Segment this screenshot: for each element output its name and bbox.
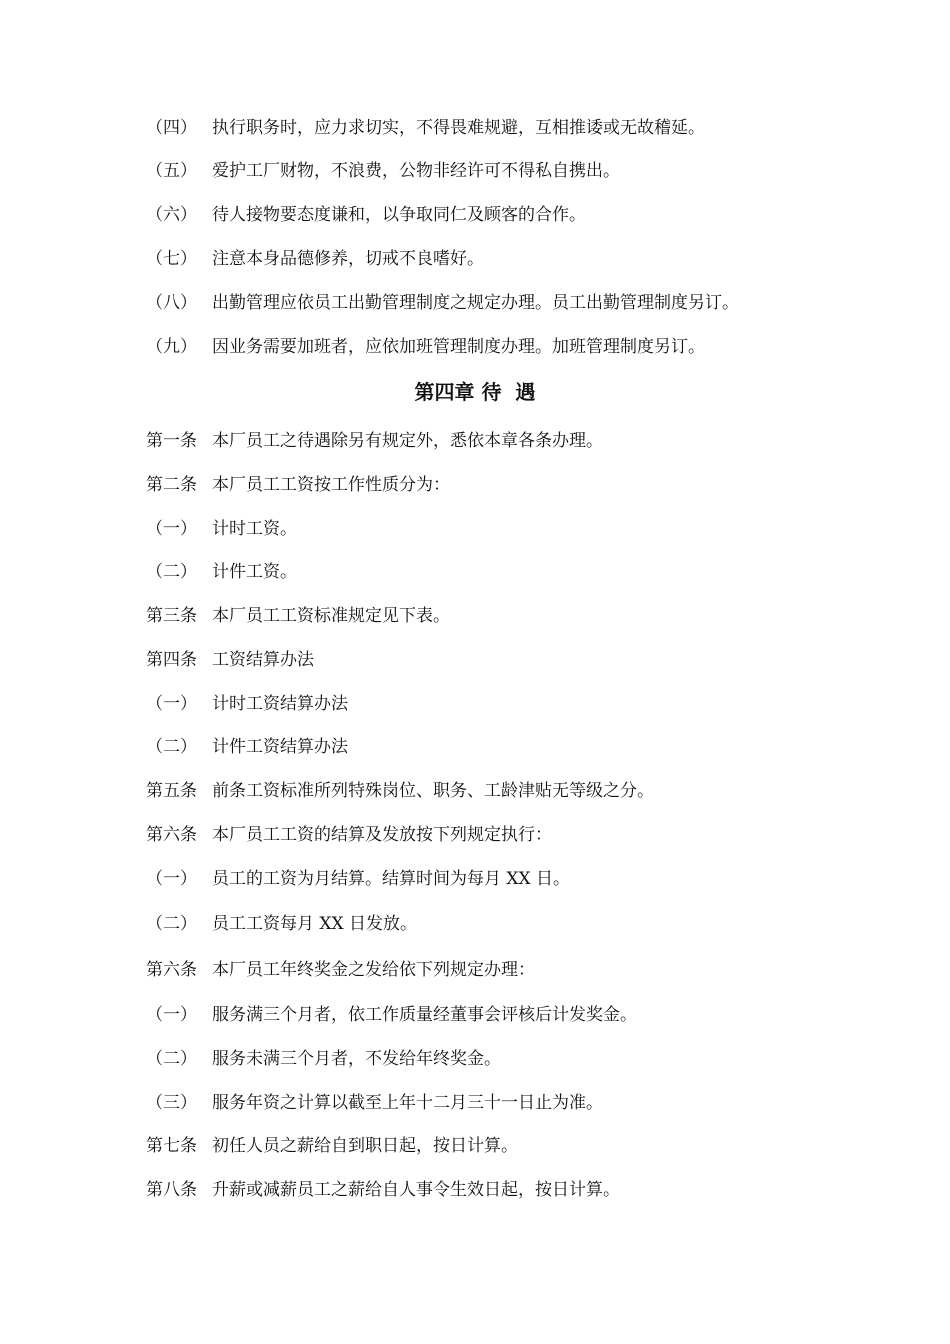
item-text: 执行职务时，应力求切实，不得畏难规避，互相推诿或无故稽延。 (212, 118, 705, 138)
list-item (146, 690, 348, 718)
list-item (146, 733, 348, 761)
item-text: 初任人员之薪给自到职日起，按日计算。 (212, 1136, 518, 1156)
item-text: 升薪或减薪员工之薪给自人事令生效日起，按日计算。 (212, 1180, 620, 1200)
list-item (146, 1089, 603, 1117)
item-text: 前条工资标准所列特殊岗位、职务、工龄津贴无等级之分。 (212, 781, 654, 801)
item-number: 第四条 (146, 650, 197, 670)
list-item (146, 646, 314, 674)
item-text: 服务满三个月者，依工作质量经董事会评核后计发奖金。 (212, 1005, 637, 1025)
list-item (146, 558, 297, 586)
list-item (146, 289, 739, 317)
item-number: （三） (146, 1093, 197, 1113)
list-item (146, 956, 535, 984)
list-item (146, 157, 620, 185)
item-text: 计件工资。 (212, 562, 297, 582)
item-number: （四） (146, 118, 197, 138)
item-number: 第二条 (146, 475, 197, 495)
list-item (146, 1176, 620, 1204)
item-number: （二） (146, 1049, 197, 1069)
item-number: （六） (146, 205, 197, 225)
item-number: 第五条 (146, 781, 197, 801)
item-number: 第六条 (146, 960, 197, 980)
item-number: 第七条 (146, 1136, 197, 1156)
chapter-title: 第四章 待 遇 (414, 380, 536, 404)
list-item (146, 515, 297, 543)
list-item (146, 865, 570, 893)
item-text: 工资结算办法 (212, 650, 314, 670)
list-item (146, 1045, 501, 1073)
item-text: 爱护工厂财物，不浪费，公物非经许可不得私自携出。 (212, 161, 620, 181)
list-item (146, 114, 705, 142)
item-number: （一） (146, 519, 197, 539)
item-text: 本厂员工年终奖金之发给依下列规定办理： (212, 960, 535, 980)
item-number: （五） (146, 161, 197, 181)
item-number: （九） (146, 337, 197, 357)
list-item (146, 427, 603, 455)
item-text: 因业务需要加班者，应依加班管理制度办理。加班管理制度另订。 (212, 337, 705, 357)
item-text: 本厂员工工资的结算及发放按下列规定执行： (212, 825, 552, 845)
item-text: 服务年资之计算以截至上年十二月三十一日止为准。 (212, 1093, 603, 1113)
item-number: （二） (146, 737, 197, 757)
item-number: （七） (146, 249, 197, 269)
item-text: 员工的工资为月结算。结算时间为每月 XX 日。 (212, 869, 571, 889)
item-number: 第八条 (146, 1180, 197, 1200)
list-item (146, 777, 654, 805)
list-item (146, 245, 484, 273)
item-number: 第三条 (146, 606, 197, 626)
item-text: 服务未满三个月者，不发给年终奖金。 (212, 1049, 501, 1069)
item-text: 出勤管理应依员工出勤管理制度之规定办理。员工出勤管理制度另订。 (212, 293, 739, 313)
list-item (146, 910, 417, 938)
list-item (146, 821, 552, 849)
item-text: 本厂员工之待遇除另有规定外，悉依本章各条办理。 (212, 431, 603, 451)
item-text: 本厂员工工资标准规定见下表。 (212, 606, 450, 626)
item-text: 计时工资。 (212, 519, 297, 539)
list-item (146, 201, 586, 229)
item-number: （一） (146, 1005, 197, 1025)
list-item (146, 1001, 637, 1029)
item-number: （一） (146, 869, 197, 889)
item-text: 员工工资每月 XX 日发放。 (212, 914, 418, 934)
item-text: 本厂员工工资按工作性质分为： (212, 475, 450, 495)
item-text: 计时工资结算办法 (212, 694, 348, 714)
list-item (146, 471, 450, 499)
list-item (146, 602, 450, 630)
item-number: （二） (146, 914, 197, 934)
item-number: （八） (146, 293, 197, 313)
item-number: （一） (146, 694, 197, 714)
list-item (146, 333, 705, 361)
item-number: 第六条 (146, 825, 197, 845)
item-text: 计件工资结算办法 (212, 737, 348, 757)
item-number: （二） (146, 562, 197, 582)
list-item (146, 1132, 518, 1160)
item-text: 待人接物要态度谦和，以争取同仁及顾客的合作。 (212, 205, 586, 225)
item-text: 注意本身品德修养，切戒不良嗜好。 (212, 249, 484, 269)
item-number: 第一条 (146, 431, 197, 451)
